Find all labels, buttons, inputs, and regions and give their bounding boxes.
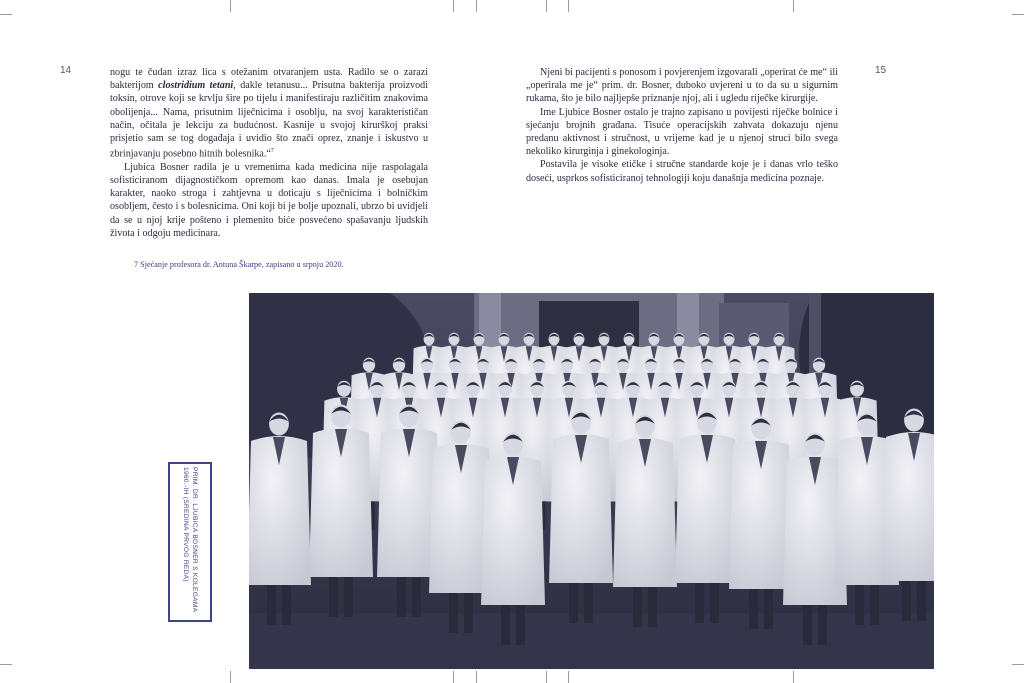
right-paragraph-1: Njeni bi pacijenti s ponosom i povjerenjem izgovarali „operirat će me“ ili „operirala me je“ prim. dr. Bosner, duboko uvjereni u to da su u sigurnim rukama, što je bilo najljepše priznanje njoj, ali i ugledu riječke kirurgije. [526, 67, 838, 105]
crop-mark [1012, 14, 1024, 15]
crop-mark [793, 671, 794, 683]
crop-mark [568, 671, 569, 683]
page-number-right: 15 [875, 65, 887, 76]
crop-mark [0, 14, 12, 15]
crop-mark [793, 0, 794, 12]
footnote: 7 Sjećanje profesora dr. Antuna Škarpe, zapisano u srpnju 2020. [134, 260, 344, 269]
footnote-ref: 7 [270, 148, 274, 155]
group-photo-illustration [249, 293, 934, 669]
crop-mark [546, 0, 547, 12]
crop-mark [453, 0, 454, 12]
photo-caption-box [168, 462, 212, 622]
crop-mark [1012, 664, 1024, 665]
crop-mark [546, 671, 547, 683]
crop-mark [453, 671, 454, 683]
left-text-column [110, 66, 428, 240]
right-text-column [526, 66, 838, 185]
right-paragraph-3: Postavila je visoke etičke i stručne standarde koje je i danas vrlo teško doseći, usprkos sofisticiranoj tehnologiji koju današnja medicina poznaje. [526, 159, 838, 184]
photo-caption: PRIM. DR. LJUBICA BOSNER S KOLEGAMA 1960.-IH (SREDINA PRVOG REDA) [182, 467, 198, 613]
crop-mark [230, 0, 231, 12]
left-paragraph-1: nogu te čudan izraz lica s otežanim otvaranjem usta. Radilo se o zarazi bakterijom clostridium tetani, dakle tetanusu... Prisutna bakterija proizvodi toksin, otrove koji se krvlju šire po tijelu i manifestiraju različitim znakovima obolijenja... Nama, prisutnim liječnicima i osoblju, na svoj karakterističan način, očitala je lekciju za budućnost. Kasnije u svojoj kirurškoj praksi prisjetio sam se tog događaja i uvidio što znači oprez, znanje i iskustvo u zbrinjavanju posebno hitnih bolesnika.“$^7$ [110, 67, 428, 160]
crop-mark [568, 0, 569, 12]
bacteria-name: clostridium tetani [158, 80, 234, 92]
page-number-left: 14 [60, 65, 72, 76]
group-of-doctors [249, 333, 934, 645]
crop-mark [476, 0, 477, 12]
left-paragraph-2: Ljubica Bosner radila je u vremenima kada medicina nije raspolagala sofisticiranom dijagnostičkom opremom kao danas. Imala je osebujan karakter, naoko stroga i zahtjevna u doticaju s liječnicima i bolničkim osobljem, često i s bolesnicima. Oni koji bi je bolje upoznali, ubrzo bi uvidjeli da se u njoj krije pošteno i plemenito biće posvećeno spašavanju ljudskih života i odgoju medicinara. [110, 161, 428, 239]
crop-mark [0, 664, 12, 665]
crop-mark [230, 671, 231, 683]
crop-mark [476, 671, 477, 683]
right-paragraph-2: Ime Ljubice Bosner ostalo je trajno zapisano u povijesti riječke bolnice i sjećanju brojnih građana. Tisuće operacijskih zahvata dokazuju njenu predanu aktivnost i stručnost, u vrijeme kad je u njenoj struci bilo svega nekoliko kirurginja i ginekologinja. [526, 106, 838, 158]
group-photo [249, 293, 934, 669]
